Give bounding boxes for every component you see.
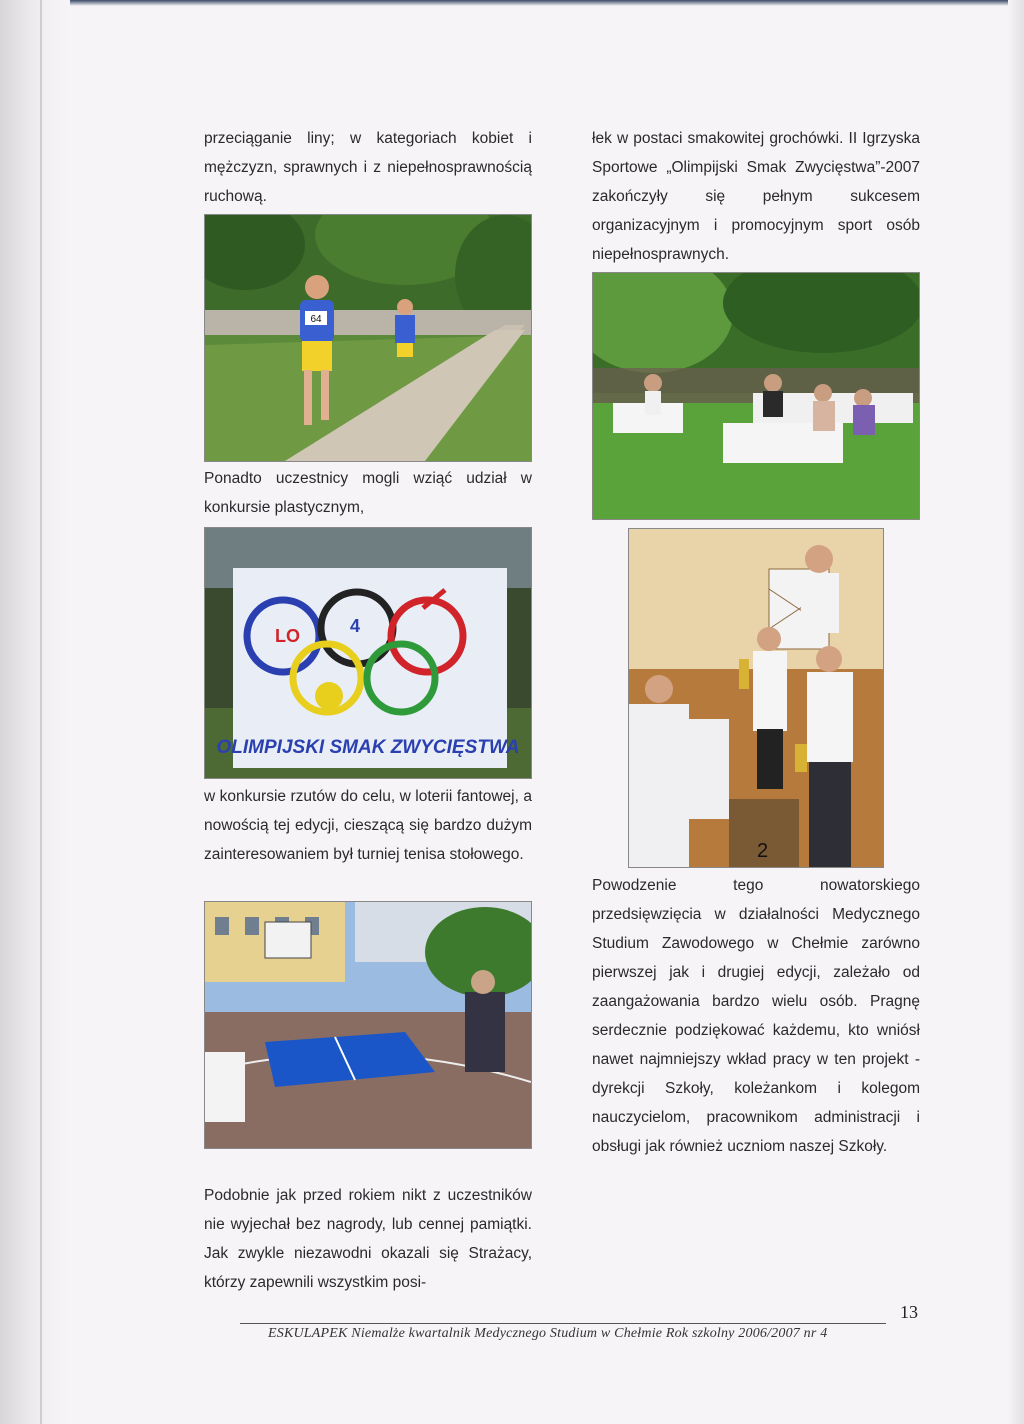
- banner-badge-4: 4: [350, 616, 361, 636]
- left-paragraph-3: w konkursie rzutów do celu, w loterii fantowej, a nowością tej edycji, cieszącą się bardzo dużym zainteresowaniem był turniej tenisa stołowego.: [204, 788, 532, 863]
- banner-slogan: OLIMPIJSKI SMAK ZWYCIĘSTWA: [216, 737, 520, 758]
- photo-picnic: [592, 272, 920, 520]
- left-paragraph-2: Ponadto uczestnicy mogli wziąć udział w konkursie plastycznym,: [204, 470, 532, 516]
- banner-badge-lo: LO: [275, 626, 300, 646]
- photo-runners: [204, 214, 532, 462]
- right-paragraph-1: łek w postaci smakowitej grochówki. II Igrzyska Sportowe „Olimpijski Smak Zwycięstwa”-2007 zakończyły się pełnym sukcesem organizacyjnym i promocyjnym sport osób niepełnosprawnych.: [592, 130, 920, 263]
- page-right-edge: [1008, 0, 1024, 1424]
- photo-award-podium: [628, 528, 884, 868]
- right-paragraph-2: Powodzenie tego nowatorskiego przedsięwzięcia w działalności Medycznego Studium Zawodowego w Chełmie zarówno pierwszej jak i drugiej edycji, zależało od zaangażowania bardzo wielu osób. Pragnę serdecznie podziękować każdemu, kto wniósł nawet najmniejszy wkład pracy w ten projekt - dyrekcji Szkoły, koleżankom i kolegom nauczycielom, pracownikom administracji i obsługi jak również uczniom naszej Szkoły.: [592, 877, 920, 1155]
- photo-art-banner: [204, 527, 532, 779]
- left-paragraph-4: Podobnie jak przed rokiem nikt z uczestników nie wyjechał bez nagrody, lub cennej pamiątki. Jak zwykle niezawodni okazali się Strażacy, którzy zapewnili wszystkim posi-: [204, 1187, 532, 1291]
- scan-top-edge: [0, 0, 1024, 6]
- left-paragraph-1: przeciąganie liny; w kategoriach kobiet i mężczyzn, sprawnych i z niepełnosprawnością ruchową.: [204, 130, 532, 205]
- footer-rule: [240, 1323, 886, 1324]
- photo-table-tennis: [204, 901, 532, 1149]
- footer-journal-info: ESKULAPEK Niemalże kwartalnik Medycznego Studium w Chełmie Rok szkolny 2006/2007 nr 4: [268, 1326, 828, 1341]
- podium-number: 2: [757, 840, 769, 862]
- book-spine-shadow: [0, 0, 70, 1424]
- runner-bib-number: 64: [310, 314, 322, 325]
- page-number: 13: [900, 1302, 918, 1322]
